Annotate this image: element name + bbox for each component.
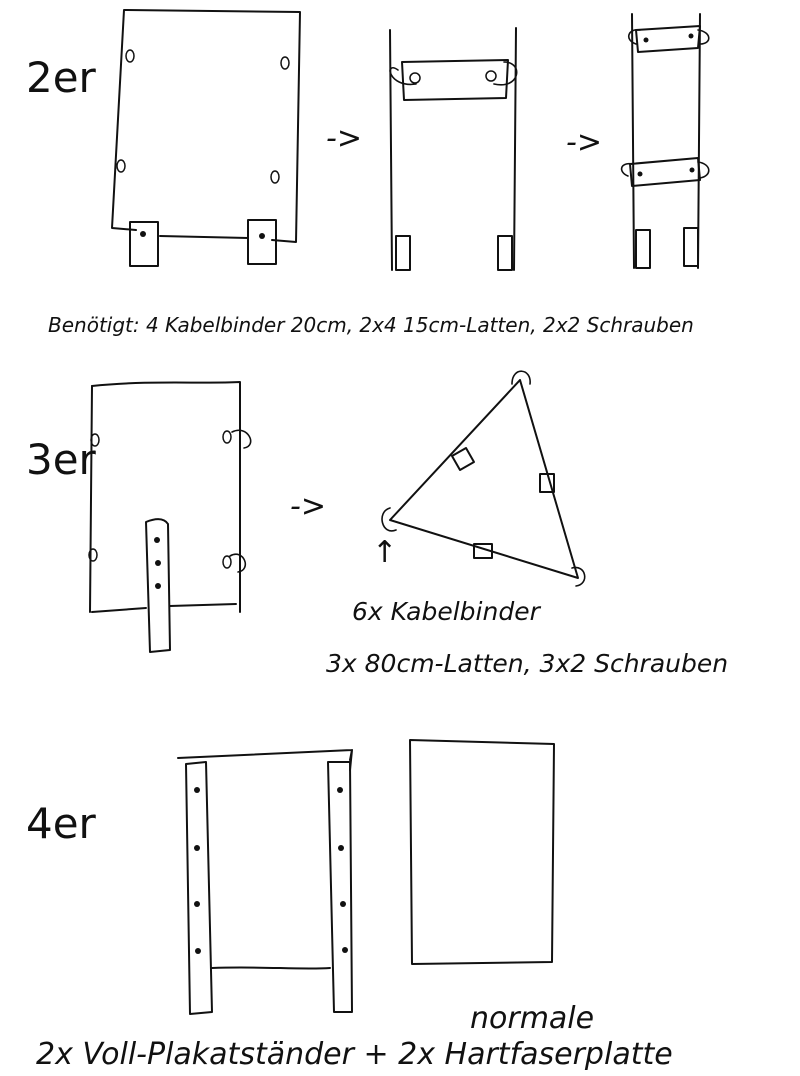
section-2er bbox=[26, 10, 709, 337]
arrow-2er-1: -> bbox=[326, 121, 362, 156]
stage-2er-final bbox=[622, 14, 709, 268]
foot-left bbox=[130, 222, 158, 266]
requirements-3er-line2: 3x 80cm-Latten, 3x2 Schrauben bbox=[326, 649, 729, 678]
section-label-3er: 3er bbox=[26, 435, 96, 484]
requirements-2er: Benötigt: 4 Kabelbinder 20cm, 2x4 15cm-Latten, 2x2 Schrauben bbox=[48, 313, 694, 337]
section-label-2er: 2er bbox=[26, 53, 96, 102]
arrow-3er: -> bbox=[290, 489, 326, 524]
section-3er bbox=[26, 371, 728, 678]
stage-2er-middle bbox=[390, 28, 517, 270]
board-2er-front bbox=[112, 10, 300, 242]
pointer-arrow: ↑ bbox=[372, 535, 398, 570]
batten-3er bbox=[146, 519, 170, 652]
section-4er bbox=[26, 740, 673, 1072]
annotation-normale: normale bbox=[470, 1001, 595, 1036]
arrow-2er-2: -> bbox=[566, 125, 602, 160]
hardboard-panel bbox=[410, 740, 554, 964]
section-label-4er: 4er bbox=[26, 799, 96, 848]
foot-right bbox=[248, 220, 276, 264]
full-poster-stand bbox=[178, 750, 352, 1014]
triangle-stand bbox=[382, 371, 585, 586]
requirements-3er-line1: 6x Kabelbinder bbox=[352, 597, 540, 626]
requirements-4er: 2x Voll-Plakatständer + 2x Hartfaserplatte bbox=[36, 1037, 673, 1072]
